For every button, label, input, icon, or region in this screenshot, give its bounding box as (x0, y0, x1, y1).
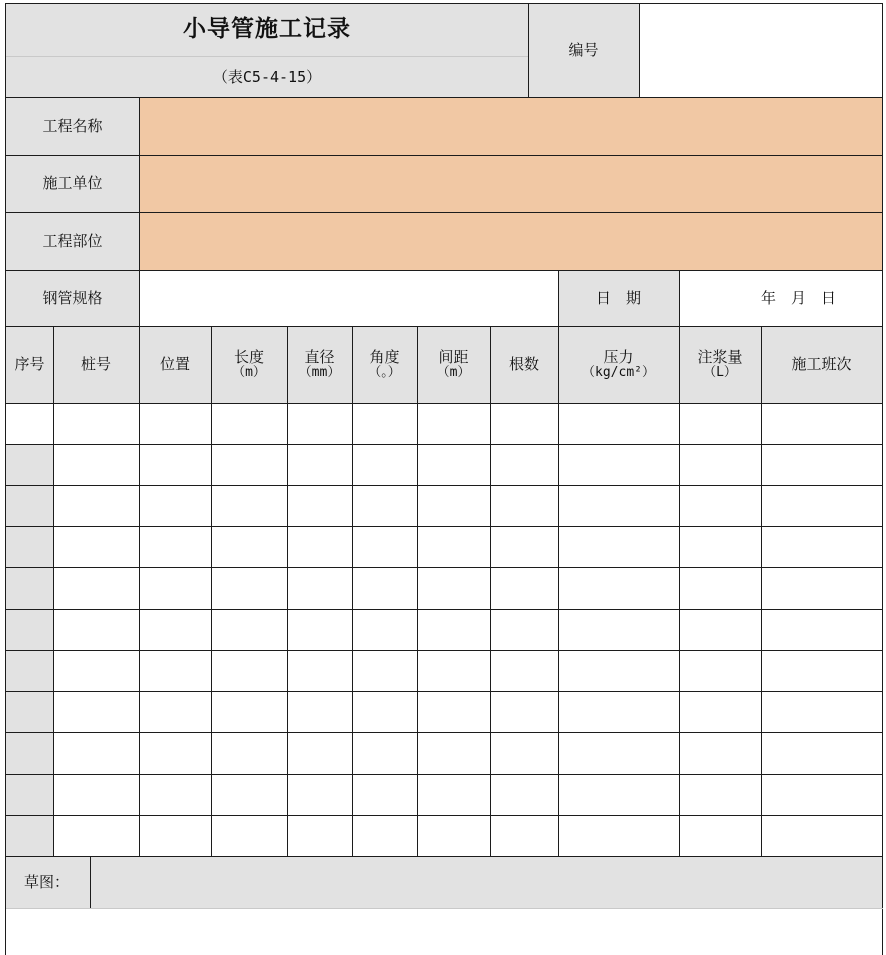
table-cell-length[interactable] (211, 650, 287, 691)
date-value: 年 月 日 (760, 288, 836, 307)
table-cell-seq[interactable] (6, 732, 53, 774)
header-cell-angle (352, 326, 417, 403)
table-cell-seq[interactable] (6, 609, 53, 650)
table-cell-count[interactable] (490, 526, 558, 567)
table-cell-count[interactable] (490, 732, 558, 774)
table-cell-angle[interactable] (352, 732, 417, 774)
table-cell-grout-volume[interactable] (679, 815, 761, 856)
table-cell-spacing[interactable] (417, 485, 490, 526)
table-cell-station[interactable] (53, 609, 139, 650)
grid-line (761, 326, 762, 857)
grid-line (6, 212, 883, 213)
table-cell-station[interactable] (53, 774, 139, 815)
grid-line (639, 3, 640, 98)
grid-line (5, 3, 6, 955)
table-cell-count[interactable] (490, 774, 558, 815)
header-label: 间距 (438, 347, 469, 366)
table-cell-angle[interactable] (352, 815, 417, 856)
construction-unit-field[interactable] (139, 155, 882, 212)
header-label: 注浆量 (697, 347, 743, 366)
table-cell-angle[interactable] (352, 650, 417, 691)
table-cell-position[interactable] (139, 609, 211, 650)
table-cell-seq[interactable] (6, 526, 53, 567)
grid-line (882, 3, 883, 955)
table-cell-position[interactable] (139, 567, 211, 609)
header-unit: （m） (232, 365, 266, 381)
table-cell-length[interactable] (211, 774, 287, 815)
table-cell-length[interactable] (211, 732, 287, 774)
sketch-area[interactable] (6, 908, 882, 954)
grid-line (6, 609, 883, 610)
table-cell-shift[interactable] (761, 485, 882, 526)
grid-line (352, 326, 353, 857)
table-cell-diameter[interactable] (287, 567, 352, 609)
grid-line (679, 326, 680, 857)
grid-line (6, 444, 883, 445)
code-label-cell (528, 4, 639, 97)
table-cell-shift[interactable] (761, 403, 882, 444)
header-cell-length (211, 326, 287, 403)
grid-line (6, 815, 883, 816)
grid-line (6, 326, 883, 327)
header-unit: （m） (436, 365, 471, 381)
project-name-label: 工程名称 (42, 116, 103, 135)
table-cell-spacing[interactable] (417, 444, 490, 485)
form-subtitle: （表C5-4-15） (212, 67, 322, 86)
grid-line (6, 270, 883, 271)
form-title-cell (6, 4, 528, 56)
table-cell-station[interactable] (53, 732, 139, 774)
table-cell-diameter[interactable] (287, 403, 352, 444)
grid-line (6, 774, 883, 775)
table-cell-spacing[interactable] (417, 815, 490, 856)
grid-line (6, 485, 883, 486)
header-label: 根数 (508, 355, 539, 374)
table-cell-count[interactable] (490, 650, 558, 691)
header-label: 位置 (159, 355, 190, 374)
table-cell-spacing[interactable] (417, 732, 490, 774)
grid-line (6, 526, 883, 527)
project-part-field[interactable] (139, 212, 882, 270)
table-cell-angle[interactable] (352, 609, 417, 650)
form-subtitle-cell (6, 57, 528, 97)
grid-line (287, 326, 288, 857)
table-cell-grout-volume[interactable] (679, 526, 761, 567)
table-cell-length[interactable] (211, 691, 287, 732)
table-cell-grout-volume[interactable] (679, 774, 761, 815)
table-cell-station[interactable] (53, 691, 139, 732)
header-cell-diameter (287, 326, 352, 403)
table-cell-station[interactable] (53, 567, 139, 609)
grid-line (6, 56, 529, 57)
pipe-spec-label: 钢管规格 (42, 288, 103, 307)
date-label: 日 期 (595, 288, 641, 307)
header-unit: （L） (703, 365, 737, 381)
table-cell-length[interactable] (211, 403, 287, 444)
table-cell-pressure[interactable] (558, 815, 679, 856)
table-cell-angle[interactable] (352, 691, 417, 732)
table-cell-position[interactable] (139, 526, 211, 567)
table-cell-angle[interactable] (352, 444, 417, 485)
grid-line (558, 270, 559, 327)
table-cell-count[interactable] (490, 403, 558, 444)
header-label: 长度 (233, 347, 264, 366)
table-cell-angle[interactable] (352, 403, 417, 444)
project-name-field[interactable] (139, 97, 882, 155)
date-label-cell (558, 270, 679, 326)
table-cell-seq[interactable] (6, 485, 53, 526)
grid-line (6, 691, 883, 692)
table-cell-length[interactable] (211, 609, 287, 650)
grid-line (6, 155, 883, 156)
table-cell-position[interactable] (139, 403, 211, 444)
table-cell-grout-volume[interactable] (679, 444, 761, 485)
table-cell-spacing[interactable] (417, 650, 490, 691)
table-cell-pressure[interactable] (558, 485, 679, 526)
header-cell-position (139, 326, 211, 403)
grid-line (417, 326, 418, 857)
table-cell-shift[interactable] (761, 774, 882, 815)
table-cell-spacing[interactable] (417, 403, 490, 444)
grid-line (6, 650, 883, 651)
table-cell-pressure[interactable] (558, 526, 679, 567)
sketch-header-cell (6, 856, 882, 908)
table-cell-position[interactable] (139, 444, 211, 485)
date-field[interactable] (679, 270, 882, 326)
header-cell-grout-volume (679, 326, 761, 403)
header-unit: （kg/cm²） (582, 365, 655, 381)
table-cell-seq[interactable] (6, 774, 53, 815)
table-cell-pressure[interactable] (558, 650, 679, 691)
table-cell-angle[interactable] (352, 485, 417, 526)
table-cell-grout-volume[interactable] (679, 609, 761, 650)
table-cell-angle[interactable] (352, 567, 417, 609)
table-cell-spacing[interactable] (417, 691, 490, 732)
table-cell-count[interactable] (490, 444, 558, 485)
header-unit: （。） (368, 365, 401, 381)
table-cell-spacing[interactable] (417, 567, 490, 609)
table-cell-spacing[interactable] (417, 609, 490, 650)
code-value-field[interactable] (639, 4, 882, 97)
table-cell-station[interactable] (53, 650, 139, 691)
grid-line (6, 3, 883, 4)
table-cell-station[interactable] (53, 815, 139, 856)
table-cell-position[interactable] (139, 691, 211, 732)
table-cell-pressure[interactable] (558, 444, 679, 485)
grid-line (211, 326, 212, 857)
header-label: 序号 (14, 355, 45, 374)
table-cell-shift[interactable] (761, 691, 882, 732)
header-label: 角度 (369, 347, 400, 366)
project-name-label-cell (6, 97, 139, 155)
header-label: 压力 (603, 347, 634, 366)
table-cell-seq[interactable] (6, 444, 53, 485)
table-cell-pressure[interactable] (558, 691, 679, 732)
table-cell-seq[interactable] (6, 567, 53, 609)
table-cell-station[interactable] (53, 444, 139, 485)
header-unit: （mm） (298, 365, 341, 381)
header-label: 直径 (304, 347, 335, 366)
form-title: 小导管施工记录 (183, 16, 351, 43)
table-cell-station[interactable] (53, 526, 139, 567)
table-cell-count[interactable] (490, 567, 558, 609)
table-cell-seq[interactable] (6, 815, 53, 856)
header-cell-pressure (558, 326, 679, 403)
table-cell-grout-volume[interactable] (679, 403, 761, 444)
table-cell-grout-volume[interactable] (679, 567, 761, 609)
table-cell-grout-volume[interactable] (679, 732, 761, 774)
sketch-label: 草图： (24, 872, 70, 891)
table-cell-count[interactable] (490, 691, 558, 732)
project-part-label: 工程部位 (42, 231, 103, 250)
table-cell-diameter[interactable] (287, 815, 352, 856)
table-cell-diameter[interactable] (287, 691, 352, 732)
table-cell-station[interactable] (53, 403, 139, 444)
header-cell-seq (6, 326, 53, 403)
table-cell-position[interactable] (139, 815, 211, 856)
table-cell-shift[interactable] (761, 650, 882, 691)
table-cell-shift[interactable] (761, 609, 882, 650)
grid-line (6, 732, 883, 733)
grid-line (139, 326, 140, 857)
pipe-spec-label-cell (6, 270, 139, 326)
table-cell-angle[interactable] (352, 526, 417, 567)
table-cell-grout-volume[interactable] (679, 691, 761, 732)
grid-line (90, 856, 91, 909)
table-cell-length[interactable] (211, 567, 287, 609)
construction-unit-label-cell (6, 155, 139, 212)
grid-line (528, 3, 529, 98)
table-cell-shift[interactable] (761, 567, 882, 609)
table-cell-count[interactable] (490, 609, 558, 650)
header-cell-shift (761, 326, 882, 403)
grid-line (558, 326, 559, 857)
table-cell-diameter[interactable] (287, 444, 352, 485)
table-cell-length[interactable] (211, 526, 287, 567)
table-cell-position[interactable] (139, 774, 211, 815)
table-cell-shift[interactable] (761, 732, 882, 774)
table-cell-pressure[interactable] (558, 609, 679, 650)
grid-line (6, 908, 883, 909)
grid-line (53, 326, 54, 857)
table-cell-diameter[interactable] (287, 526, 352, 567)
grid-line (490, 326, 491, 857)
table-cell-shift[interactable] (761, 815, 882, 856)
table-cell-length[interactable] (211, 485, 287, 526)
table-cell-diameter[interactable] (287, 774, 352, 815)
grid-line (6, 403, 883, 404)
code-label: 编号 (568, 41, 599, 60)
table-cell-angle[interactable] (352, 774, 417, 815)
header-label: 桩号 (80, 355, 111, 374)
table-cell-position[interactable] (139, 650, 211, 691)
grid-line (6, 567, 883, 568)
grid-line (6, 856, 883, 857)
table-cell-shift[interactable] (761, 444, 882, 485)
project-part-label-cell (6, 212, 139, 270)
grid-line (6, 97, 883, 98)
table-cell-seq[interactable] (6, 403, 53, 444)
table-cell-spacing[interactable] (417, 526, 490, 567)
table-cell-shift[interactable] (761, 526, 882, 567)
table-cell-count[interactable] (490, 815, 558, 856)
pipe-spec-field[interactable] (139, 270, 558, 326)
table-cell-pressure[interactable] (558, 403, 679, 444)
header-label: 施工班次 (791, 355, 852, 374)
table-cell-diameter[interactable] (287, 609, 352, 650)
header-cell-count (490, 326, 558, 403)
header-cell-station (53, 326, 139, 403)
table-cell-position[interactable] (139, 732, 211, 774)
table-cell-diameter[interactable] (287, 732, 352, 774)
table-cell-length[interactable] (211, 444, 287, 485)
table-cell-position[interactable] (139, 485, 211, 526)
table-cell-count[interactable] (490, 485, 558, 526)
grid-line (679, 270, 680, 327)
table-cell-grout-volume[interactable] (679, 485, 761, 526)
table-cell-pressure[interactable] (558, 732, 679, 774)
table-cell-diameter[interactable] (287, 485, 352, 526)
table-cell-seq[interactable] (6, 691, 53, 732)
table-cell-diameter[interactable] (287, 650, 352, 691)
table-cell-grout-volume[interactable] (679, 650, 761, 691)
table-cell-seq[interactable] (6, 650, 53, 691)
table-cell-pressure[interactable] (558, 567, 679, 609)
header-cell-spacing (417, 326, 490, 403)
construction-unit-label: 施工单位 (42, 174, 103, 193)
table-cell-pressure[interactable] (558, 774, 679, 815)
table-cell-length[interactable] (211, 815, 287, 856)
table-cell-spacing[interactable] (417, 774, 490, 815)
table-cell-station[interactable] (53, 485, 139, 526)
